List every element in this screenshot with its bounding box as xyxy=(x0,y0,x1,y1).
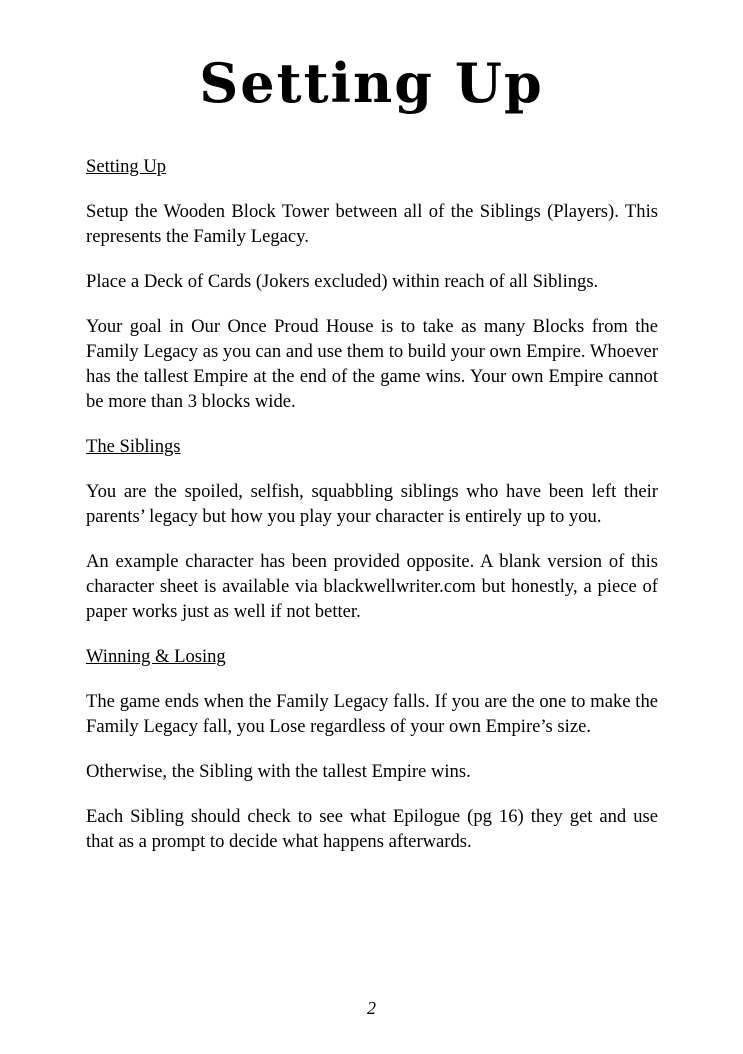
section-heading-the-siblings: The Siblings xyxy=(86,436,181,457)
paragraph-setup-tower: Setup the Wooden Block Tower between all of the Siblings (Players). This represents the Family Legacy. xyxy=(86,201,658,247)
section-heading-setting-up: Setting Up xyxy=(86,156,167,177)
paragraph-goal: Your goal in Our Once Proud House is to take as many Blocks from the Family Legacy as you can and use them to build your own Empire. Whoever has the tallest Empire at the end of the game wins. Your own Empire cannot be more than 3 blocks wide. xyxy=(86,316,658,412)
paragraph-deck-of-cards: Place a Deck of Cards (Jokers excluded) within reach of all Siblings. xyxy=(86,271,599,292)
paragraph-epilogue: Each Sibling should check to see what Epilogue (pg 16) they get and use that as a prompt to decide what happens afterwards. xyxy=(86,806,658,852)
paragraph-tallest-wins: Otherwise, the Sibling with the tallest Empire wins. xyxy=(86,761,471,782)
paragraph-siblings-intro: You are the spoiled, selfish, squabbling siblings who have been left their parents’ legacy but how you play your character is entirely up to you. xyxy=(86,481,658,527)
paragraph-game-end: The game ends when the Family Legacy falls. If you are the one to make the Family Legacy fall, you Lose regardless of your own Empire’s size. xyxy=(86,691,658,737)
page-number: 2 xyxy=(367,998,376,1018)
section-heading-winning-losing: Winning & Losing xyxy=(86,646,226,667)
page-body xyxy=(86,154,658,874)
page-title: Setting Up xyxy=(199,51,544,115)
paragraph-character-sheet: An example character has been provided opposite. A blank version of this character sheet is available via blackwellwriter.com but honestly, a piece of paper works just as well if not better. xyxy=(86,551,658,622)
